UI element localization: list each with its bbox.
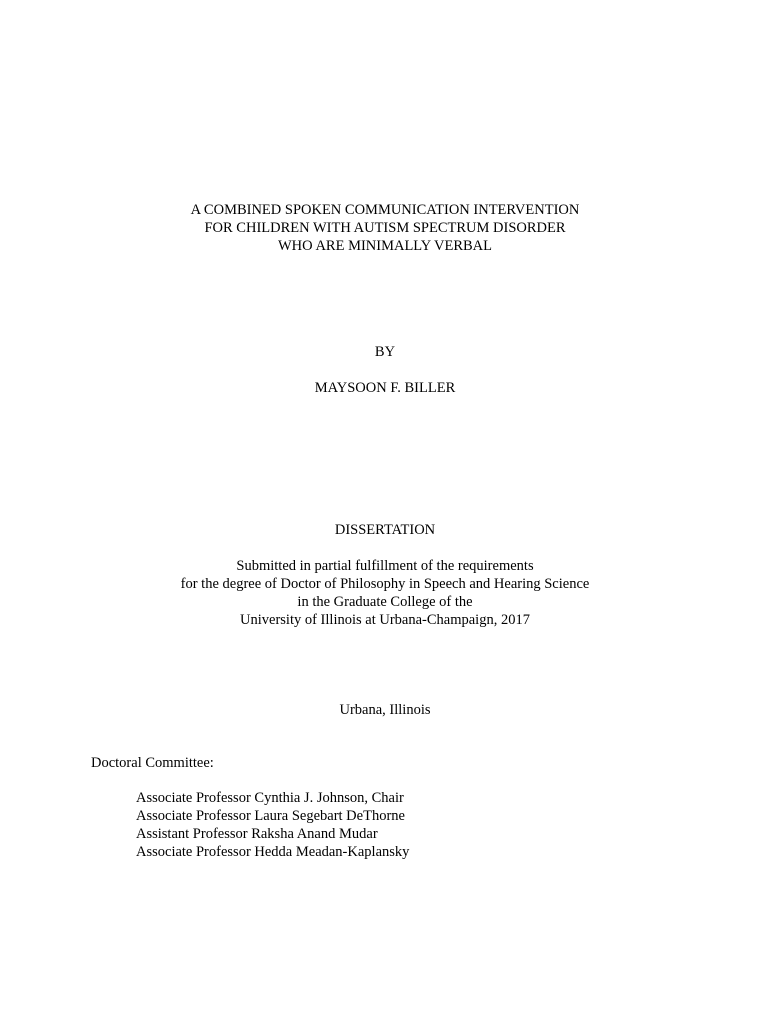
submission-line: Submitted in partial fulfillment of the requirements <box>236 558 534 574</box>
committee-member: Associate Professor Laura Segebart DeThorne <box>136 808 405 824</box>
submission-statement <box>0 557 770 629</box>
submission-line: for the degree of Doctor of Philosophy in Speech and Hearing Science <box>180 576 590 592</box>
committee-member: Assistant Professor Raksha Anand Mudar <box>136 826 378 842</box>
committee-heading: Doctoral Committee: <box>91 755 214 771</box>
submission-line: University of Illinois at Urbana-Champaign, 2017 <box>240 612 530 628</box>
title-line: WHO ARE MINIMALLY VERBAL <box>277 238 493 254</box>
title-line: FOR CHILDREN WITH AUTISM SPECTRUM DISORDER <box>204 220 566 236</box>
by-label: BY <box>374 344 396 360</box>
location: Urbana, Illinois <box>339 702 431 718</box>
title-line: A COMBINED SPOKEN COMMUNICATION INTERVENTION <box>190 202 580 218</box>
submission-line: in the Graduate College of the <box>297 594 473 610</box>
committee-member: Associate Professor Hedda Meadan-Kaplansky <box>136 844 410 860</box>
author-name: MAYSOON F. BILLER <box>314 380 456 396</box>
committee-list <box>136 789 409 861</box>
committee-member: Associate Professor Cynthia J. Johnson, Chair <box>136 790 404 806</box>
document-type: DISSERTATION <box>334 522 436 538</box>
dissertation-title <box>0 201 770 255</box>
